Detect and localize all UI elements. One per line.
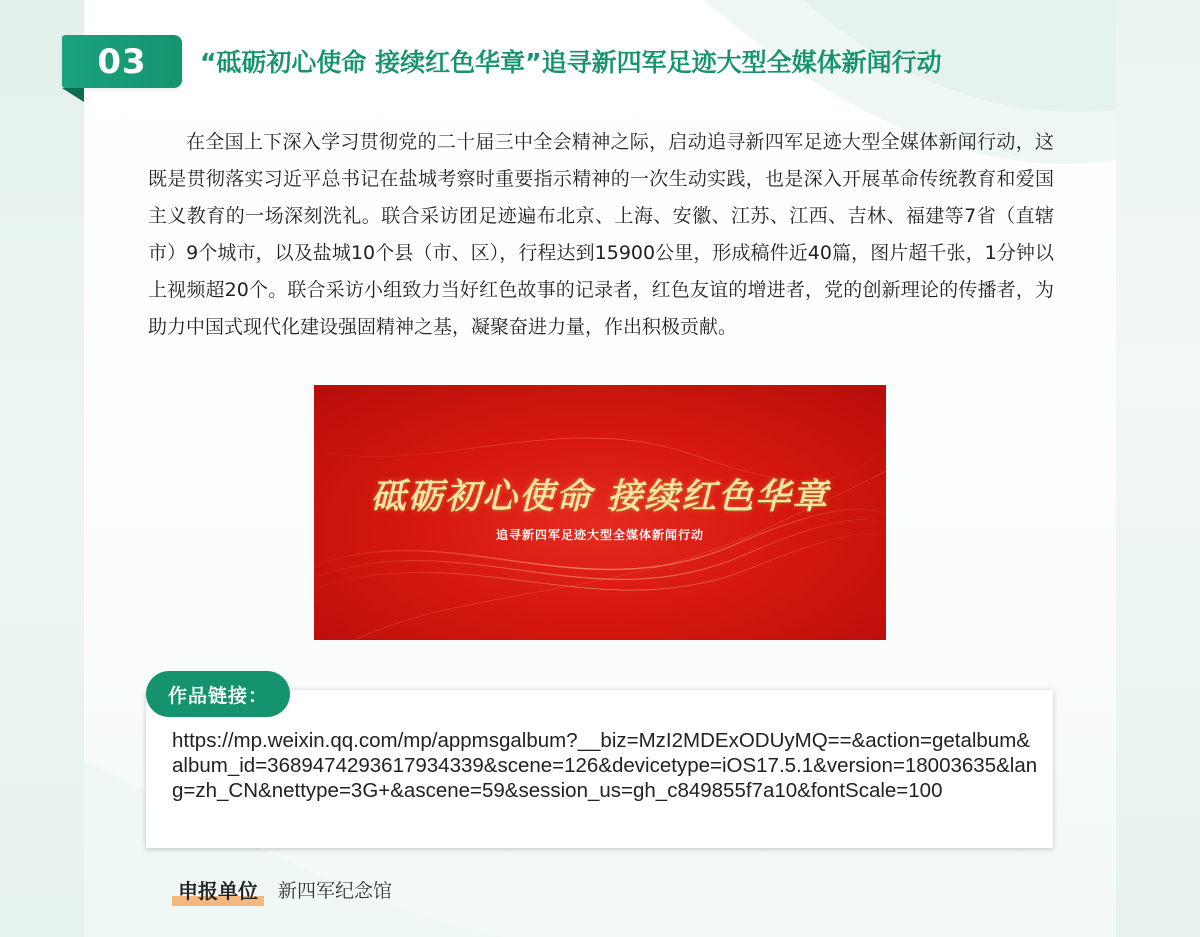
section-title: “砥砺初心使命 接续红色华章”追寻新四军足迹大型全媒体新闻行动 — [200, 48, 942, 77]
left-margin — [0, 0, 84, 937]
right-margin — [1116, 0, 1200, 937]
unit-value: 新四军纪念馆 — [278, 880, 393, 902]
banner-title: 砥砺初心使命 接续红色华章 — [370, 476, 830, 517]
work-link-url[interactable]: https://mp.weixin.qq.com/mp/appmsgalbum?__biz=MzI2MDExODUyMQ==&action=getalbum&album_id=3689474293617934339&scene=126&devicetype=iOS17.5.1&version=18003635&lang=zh_CN&nettype=3G+&ascene=59&session_us=gh_c849855f7a10&fontScale=100 — [172, 729, 1038, 802]
link-label: 作品链接： — [146, 671, 290, 717]
banner-subtitle: 追寻新四军足迹大型全媒体新闻行动 — [495, 528, 704, 542]
unit-label: 申报单位 — [172, 876, 264, 906]
section-number-badge: 03 — [62, 35, 182, 88]
badge-fold — [62, 88, 84, 102]
body-paragraph: 在全国上下深入学习贯彻党的二十届三中全会精神之际，启动追寻新四军足迹大型全媒体新闻行动，这既是贯彻落实习近平总书记在盐城考察时重要指示精神的一次生动实践，也是深入开展革命传统教育和爱国主义教育的一场深刻洗礼。联合采访团足迹遍布北京、上海、安徽、江苏、江西、吉林、福建等7省（直辖市）9个城市，以及盐城10个县（市、区），行程达到15900公里，形成稿件近40篇，图片超千张，1分钟以上视频超20个。联合采访小组致力当好红色故事的记录者，红色友谊的增进者，党的创新理论的传播者，为助力中国式现代化建设强固精神之基，凝聚奋进力量，作出积极贡献。 — [148, 131, 1054, 338]
banner-image — [314, 385, 886, 640]
